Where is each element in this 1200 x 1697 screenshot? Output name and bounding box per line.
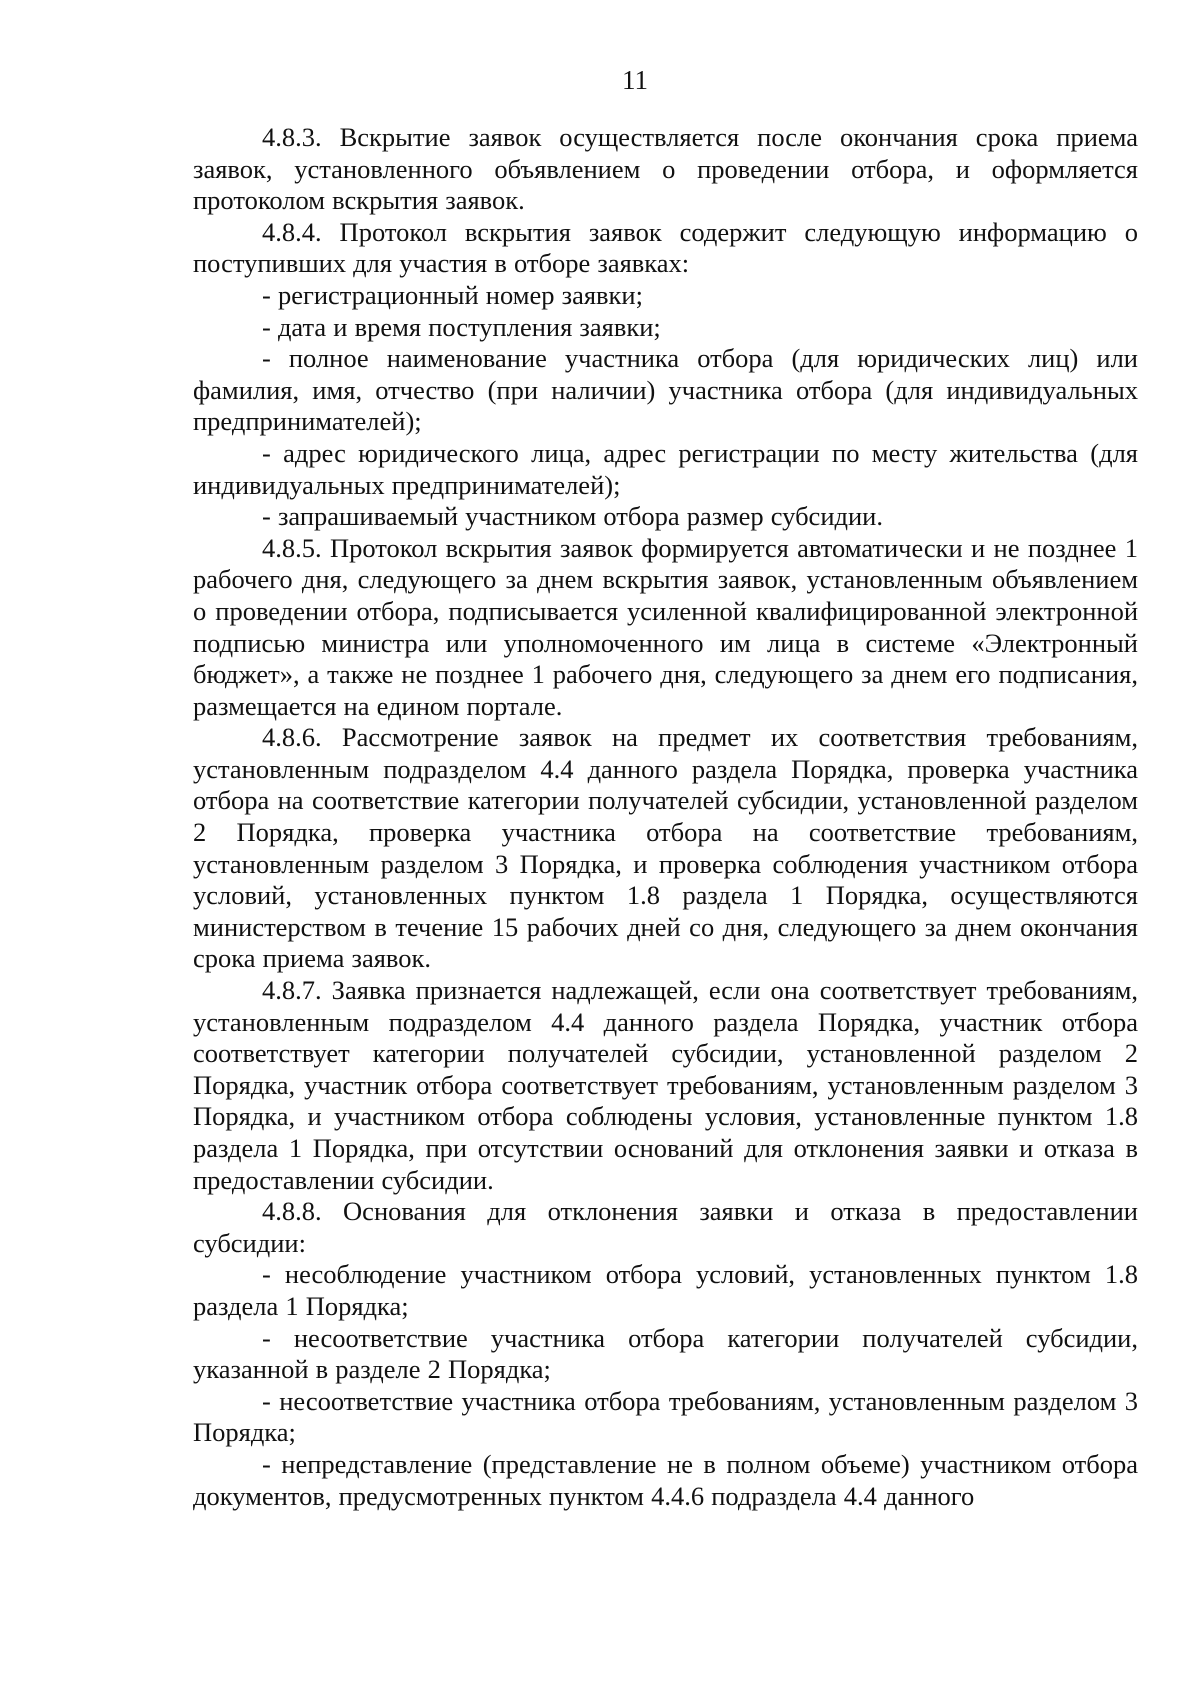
list-item-address: - адрес юридического лица, адрес регистрации по месту жительства (для индивидуальных предпринимателей);	[193, 437, 1138, 500]
list-item-documents-missing: - непредставление (представление не в полном объеме) участником отбора документов, предусмотренных пунктом 4.4.6 подраздела 4.4 данного	[193, 1448, 1138, 1511]
document-body	[193, 122, 1138, 1512]
list-item-conditions-noncompliance: - несоблюдение участником отбора условий, установленных пунктом 1.8 раздела 1 Порядка;	[193, 1259, 1138, 1321]
list-item-participant-name: - полное наименование участника отбора (для юридических лиц) или фамилия, имя, отчество (при наличии) участника отбора (для индивидуальных предпринимателей);	[193, 343, 1138, 437]
list-item-category-mismatch: - несоответствие участника отбора категории получателей субсидии, указанной в разделе 2 Порядка;	[193, 1322, 1138, 1385]
paragraph-4-8-5: 4.8.5. Протокол вскрытия заявок формируется автоматически и не позднее 1 рабочего дня, следующего за днем вскрытия заявок, установленным объявлением о проведении отбора, подписывается усиленной квалифицированной электронной подписью министра или уполномоченного им лица в системе «Электронный бюджет», а также не позднее 1 рабочего дня, следующего за днем его подписания, размещается на едином портале.	[193, 532, 1138, 721]
paragraph-4-8-7: 4.8.7. Заявка признается надлежащей, если она соответствует требованиям, установленным подразделом 4.4 данного раздела Порядка, участник отбора соответствует категории получателей субсидии, установленной разделом 2 Порядка, участник отбора соответствует требованиям, установленным разделом 3 Порядка, и участником отбора соблюдены условия, установленные пунктом 1.8 раздела 1 Порядка, при отсутствии оснований для отклонения заявки и отказа в предоставлении субсидии.	[193, 975, 1138, 1195]
paragraph-4-8-4: 4.8.4. Протокол вскрытия заявок содержит следующую информацию о поступивших для участия в отборе заявках:	[193, 216, 1138, 279]
list-item-requirements-mismatch: - несоответствие участника отбора требованиям, установленным разделом 3 Порядка;	[193, 1385, 1138, 1448]
list-item-subsidy-amount: - запрашиваемый участником отбора размер субсидии.	[262, 501, 883, 532]
paragraph-4-8-6: 4.8.6. Рассмотрение заявок на предмет их соответствия требованиям, установленным подразделом 4.4 данного раздела Порядка, проверка участника отбора на соответствие категории получателей субсидии, установленной разделом 2 Порядка, проверка участника отбора на соответствие требованиям, установленным разделом 3 Порядка, и проверка соблюдения участником отбора условий, установленных пунктом 1.8 раздела 1 Порядка, осуществляются министерством в течение 15 рабочих дней со дня, следующего за днем окончания срока приема заявок.	[193, 722, 1138, 974]
list-item-date-time: - дата и время поступления заявки;	[262, 311, 661, 342]
list-item-registration-number: - регистрационный номер заявки;	[262, 279, 643, 310]
paragraph-4-8-3: 4.8.3. Вскрытие заявок осуществляется после окончания срока приема заявок, установленного объявлением о проведении отбора, и оформляется протоколом вскрытия заявок.	[193, 122, 1138, 216]
page-number: 11	[622, 65, 648, 95]
paragraph-4-8-8: 4.8.8. Основания для отклонения заявки и отказа в предоставлении субсидии:	[193, 1196, 1138, 1258]
